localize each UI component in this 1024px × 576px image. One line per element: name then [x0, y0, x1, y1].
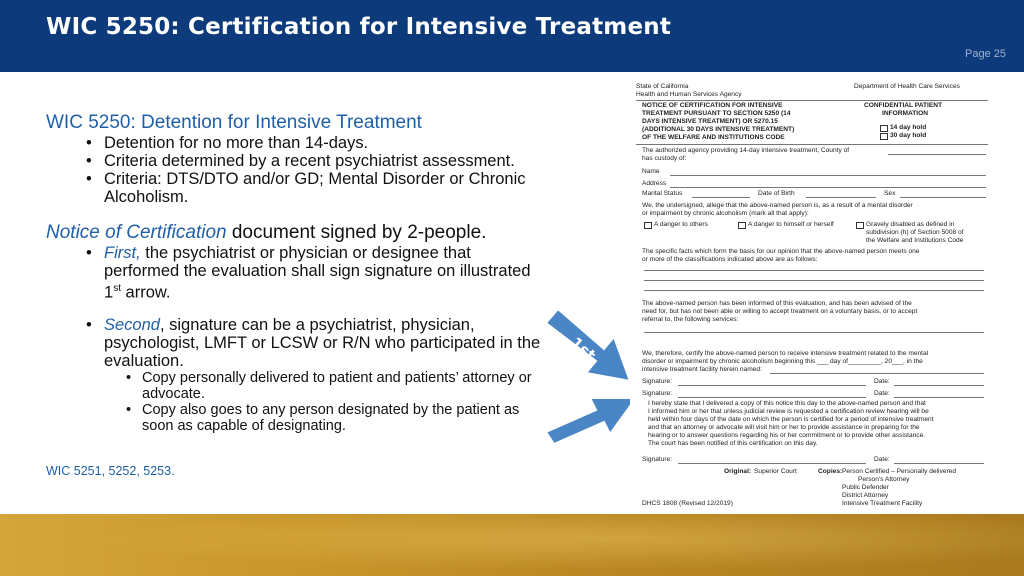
hold-14-checkbox[interactable]: [880, 125, 888, 132]
name-label: Name: [642, 168, 660, 175]
date-field-2[interactable]: [894, 397, 984, 398]
copies-item: Person Certified – Personally delivered: [842, 468, 956, 475]
facts-field[interactable]: [644, 290, 984, 291]
address-label: Address: [642, 180, 667, 187]
hereby-text: I hereby state that I delivered a copy of this notice this day to the above-named person and that: [648, 400, 926, 407]
county-field[interactable]: [888, 154, 986, 155]
hold-30-label: 30 day hold: [890, 132, 927, 139]
gravely-label: subdivision (h) of Section 5008 of: [866, 229, 964, 236]
hold-14-label: 14 day hold: [890, 124, 927, 131]
date-label: Date:: [874, 390, 890, 397]
gravely-checkbox[interactable]: [856, 222, 864, 229]
date-field-1[interactable]: [894, 385, 984, 386]
divider: [636, 100, 988, 101]
form-dept: Department of Health Care Services: [854, 83, 960, 90]
gravely-label: Gravely disabled as defined in: [866, 221, 955, 228]
copies-item: Intensive Treatment Facility: [842, 500, 923, 507]
signature-label: Signature:: [642, 378, 673, 385]
first-sup: st: [113, 283, 121, 294]
danger-self-checkbox[interactable]: [738, 222, 746, 229]
informed-text: need for, but has not been able or willing to accept treatment on a voluntary basis, or to accept: [642, 308, 918, 315]
notice-title-line: TREATMENT PURSUANT TO SECTION 5250 (14: [642, 110, 791, 117]
name-field[interactable]: [670, 175, 986, 176]
notice-statement: [46, 222, 546, 244]
informed-text: The above-named person has been informed of this evaluation, and has been advised of the: [642, 300, 912, 307]
first-end: arrow.: [120, 283, 171, 302]
original-label: Original:: [724, 468, 752, 475]
hereby-text: held within four days of the date on which the person is certified for a period of intensive treatment: [648, 416, 934, 423]
section-heading: WIC 5250: Detention for Intensive Treatment: [46, 112, 422, 133]
signature-field-2[interactable]: [678, 397, 866, 398]
danger-self-label: A danger to himself or herself: [748, 221, 834, 228]
signature-field-3[interactable]: [678, 463, 866, 464]
danger-others-checkbox[interactable]: [644, 222, 652, 229]
notice-title-line: OF THE WELFARE AND INSTITUTIONS CODE: [642, 134, 785, 141]
copies-item: District Attorney: [842, 492, 889, 499]
hereby-text: The court has been notified of this certification on this day.: [648, 440, 818, 447]
certify-text: intensive treatment facility herein named:: [642, 366, 762, 373]
facts-text: or more of the classifications indicated above are as follows:: [642, 256, 818, 263]
footer-highlight: [0, 514, 1024, 576]
second-text: , signature can be a psychiatrist, physician, psychologist, LMFT or LCSW or R/N who participated in the evaluation.: [104, 315, 541, 370]
copies-item: Public Defender: [842, 484, 889, 491]
date-label: Date:: [874, 456, 890, 463]
form-id: DHCS 1808 (Revised 12/2019): [642, 500, 733, 507]
dob-field[interactable]: [806, 197, 876, 198]
list-item: • Copy personally delivered to patient and patients’ attorney or advocate.: [46, 370, 546, 402]
page-number: Page 25: [965, 48, 1006, 60]
second-term: Second: [104, 315, 160, 334]
copies-label: Copies:: [818, 468, 843, 475]
hereby-text: I informed him or her that unless judicial review is requested a certification review hearing will be: [648, 408, 929, 415]
first-arrow-label: 1st: [567, 333, 600, 365]
confidential-line: CONFIDENTIAL PATIENT: [864, 102, 943, 109]
hold-30-checkbox[interactable]: [880, 133, 888, 140]
marital-field[interactable]: [692, 197, 750, 198]
list-item: • Detention for no more than 14-days.: [46, 134, 546, 152]
date-label: Date:: [874, 378, 890, 385]
form-agency: Health and Human Services Agency: [636, 91, 742, 98]
original-value: Superior Court: [754, 468, 797, 475]
notice-title-line: (ADDITIONAL 30 DAYS INTENSIVE TREATMENT): [642, 126, 795, 133]
divider: [636, 144, 988, 145]
first-text: the psychiatrist or physician or designee that performed the evaluation shall sign signature on illustrated 1: [104, 244, 531, 302]
signature-field-1[interactable]: [678, 385, 866, 386]
slide-title: WIC 5250: Certification for Intensive Treatment: [46, 14, 672, 40]
authorized-text: has custody of:: [642, 155, 687, 162]
marital-label: Marital Status: [642, 190, 683, 197]
list-item: • Criteria determined by a recent psychiatrist assessment.: [46, 152, 546, 170]
notice-title-line: DAYS INTENSIVE TREATMENT) OR 5270.15: [642, 118, 778, 125]
danger-others-label: A danger to others: [654, 221, 708, 228]
notice-title-line: NOTICE OF CERTIFICATION FOR INTENSIVE: [642, 102, 783, 109]
first-term: First,: [104, 244, 141, 262]
signer-list: [46, 244, 546, 434]
facts-text: The specific facts which form the basis for our opinion that the above-named person meets one: [642, 248, 920, 255]
certify-text: We, therefore, certify the above-named person to receive intensive treatment related to the mental: [642, 350, 929, 357]
allege-text: or impairment by chronic alcoholism (mark all that apply):: [642, 210, 809, 217]
title-bar: [0, 0, 1024, 72]
copies-item: Person's Attorney: [858, 476, 910, 483]
dob-label: Date of Birth: [758, 190, 795, 197]
hereby-text: and that an attorney or advocate will visit him or her to provide assistance in preparing for the: [648, 424, 920, 431]
slide-body: [46, 112, 546, 434]
facts-field[interactable]: [644, 270, 984, 271]
list-item-second-signer: [46, 316, 546, 370]
criteria-list: [46, 134, 546, 206]
signature-label: Signature:: [642, 390, 673, 397]
sex-label: Sex: [884, 190, 896, 197]
certification-form: [630, 80, 990, 512]
informed-text: referral to, the following services:: [642, 316, 739, 323]
allege-text: We, the undersigned, allege that the above-named person is, as a result of a mental disorder: [642, 202, 913, 209]
notice-text: document signed by 2-people.: [226, 222, 487, 243]
second-arrow-label: 2nd: [555, 398, 593, 428]
services-field[interactable]: [644, 332, 984, 333]
list-item: • Copy also goes to any person designated by the patient as soon as capable of designating.: [46, 402, 546, 434]
list-item: • Criteria: DTS/DTO and/or GD; Mental Disorder or Chronic Alcoholism.: [46, 170, 546, 206]
address-field[interactable]: [670, 187, 986, 188]
confidential-line: INFORMATION: [882, 110, 929, 117]
certify-text: disorder or impairment by chronic alcoholism beginning this ___ day of_________, 20___, in the: [642, 358, 923, 365]
form-state: State of California: [636, 83, 689, 90]
facts-field[interactable]: [644, 280, 984, 281]
list-item-first-signer: [46, 244, 546, 302]
spacer: [46, 302, 546, 316]
sex-field[interactable]: [900, 197, 986, 198]
hereby-text: hearing or to answer questions regarding his or her commitment or to provide other assistance.: [648, 432, 926, 439]
facility-field[interactable]: [770, 373, 984, 374]
authorized-text: The authorized agency providing 14-day intensive treatment, County of: [642, 147, 850, 154]
date-field-3[interactable]: [894, 463, 984, 464]
signature-label: Signature:: [642, 456, 673, 463]
gravely-label: the Welfare and Institutions Code: [866, 237, 964, 244]
code-references: WIC 5251, 5252, 5253.: [46, 464, 175, 478]
notice-term: Notice of Certification: [46, 222, 227, 243]
